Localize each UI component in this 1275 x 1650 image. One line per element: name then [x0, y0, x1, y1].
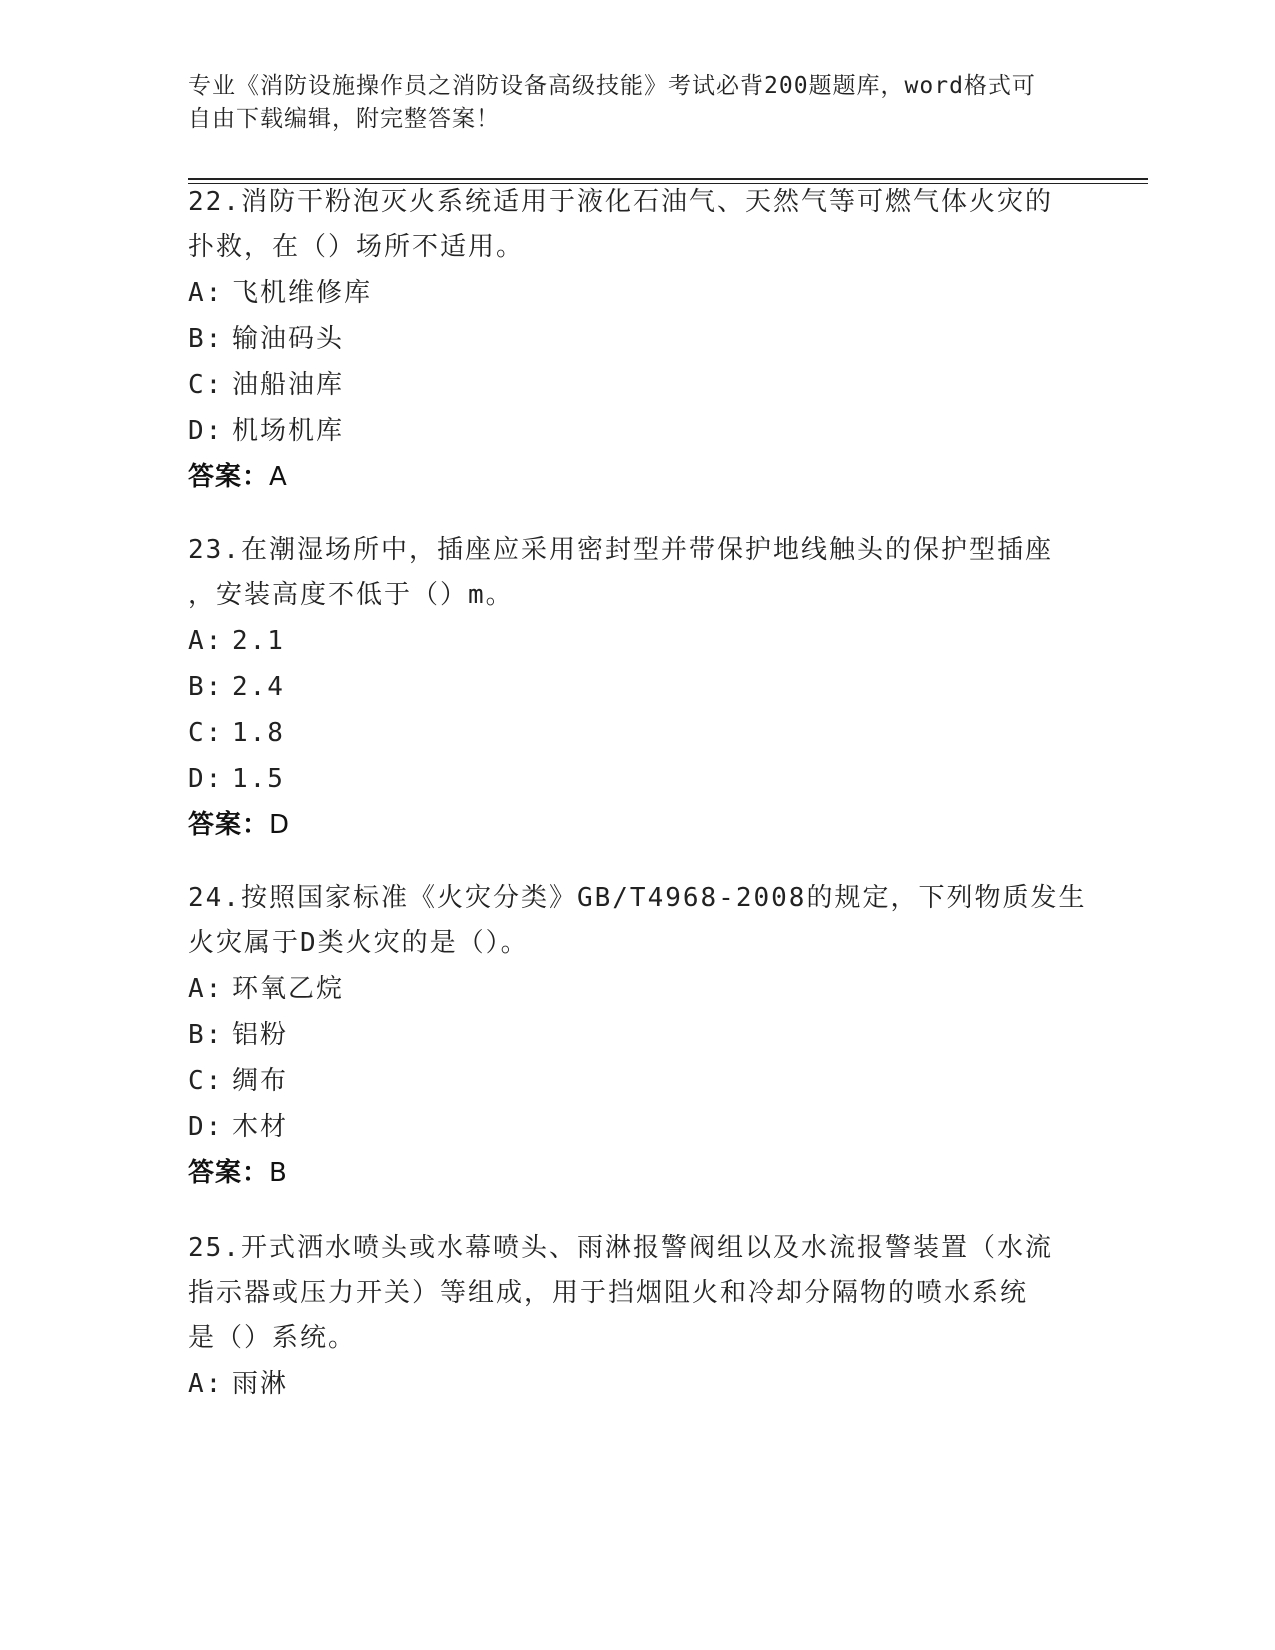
question-text-line: 22.消防干粉泡灭火系统适用于液化石油气、天然气等可燃气体火灾的	[188, 187, 1053, 217]
answer-value: D	[269, 810, 291, 840]
question-22	[188, 180, 1088, 500]
option-b	[188, 316, 1088, 362]
option-letter: A:	[188, 626, 224, 656]
option-b	[188, 664, 1088, 710]
question-text-line: 25.开式洒水喷头或水幕喷头、雨淋报警阀组以及水流报警装置（水流	[188, 1233, 1053, 1263]
option-text: 环氧乙烷	[232, 974, 345, 1004]
question-text-line: 23.在潮湿场所中，插座应采用密封型并带保护地线触头的保护型插座	[188, 535, 1053, 565]
option-a	[188, 618, 1088, 664]
option-b	[188, 1012, 1088, 1058]
option-text: 机场机库	[232, 416, 345, 446]
answer-line	[188, 454, 1088, 500]
question-text-line: ，安装高度不低于（）m。	[188, 580, 514, 610]
option-letter: A:	[188, 278, 224, 308]
option-d	[188, 756, 1088, 802]
option-letter: B:	[188, 1020, 224, 1050]
question-text-line: 是（）系统。	[188, 1323, 357, 1353]
answer-line	[188, 802, 1088, 848]
option-text: 2.4	[232, 672, 285, 702]
question-text-line: 24.按照国家标准《火灾分类》GB/T4968-2008的规定，下列物质发生	[188, 883, 1087, 913]
option-a	[188, 966, 1088, 1012]
option-d	[188, 1104, 1088, 1150]
answer-label: 答案：	[188, 462, 270, 492]
option-text: 输油码头	[232, 324, 345, 354]
option-text: 木材	[232, 1112, 289, 1142]
option-a	[188, 1361, 1088, 1407]
option-a	[188, 270, 1088, 316]
answer-value: B	[269, 1158, 288, 1188]
header-line-2: 自由下载编辑，附完整答案！	[188, 106, 500, 132]
question-25	[188, 1226, 1088, 1407]
question-text-line: 扑救，在（）场所不适用。	[188, 232, 525, 262]
answer-line	[188, 1150, 1088, 1196]
option-letter: C:	[188, 718, 224, 748]
option-text: 雨淋	[232, 1369, 289, 1399]
answer-value: A	[269, 462, 288, 492]
option-text: 1.5	[232, 764, 285, 794]
option-letter: A:	[188, 974, 224, 1004]
option-letter: C:	[188, 370, 224, 400]
question-text-line: 指示器或压力开关）等组成，用于挡烟阻火和冷却分隔物的喷水系统	[188, 1278, 1029, 1308]
option-text: 2.1	[232, 626, 285, 656]
option-text: 油船油库	[232, 370, 345, 400]
option-text: 1.8	[232, 718, 285, 748]
option-letter: D:	[188, 416, 224, 446]
option-letter: D:	[188, 1112, 224, 1142]
option-letter: A:	[188, 1369, 224, 1399]
option-letter: B:	[188, 672, 224, 702]
option-letter: D:	[188, 764, 224, 794]
option-text: 绸布	[232, 1066, 289, 1096]
question-23	[188, 528, 1088, 848]
option-text: 飞机维修库	[232, 278, 373, 308]
answer-label: 答案：	[188, 810, 270, 840]
document-header	[188, 70, 1088, 136]
answer-label: 答案：	[188, 1158, 270, 1188]
question-text-line: 火灾属于D类火灾的是（）。	[188, 928, 529, 958]
option-letter: B:	[188, 324, 224, 354]
option-c	[188, 710, 1088, 756]
header-line-1: 专业《消防设施操作员之消防设备高级技能》考试必背200题题库，word格式可	[188, 73, 1036, 99]
option-c	[188, 362, 1088, 408]
option-c	[188, 1058, 1088, 1104]
option-letter: C:	[188, 1066, 224, 1096]
option-d	[188, 408, 1088, 454]
option-text: 铝粉	[232, 1020, 289, 1050]
question-24	[188, 876, 1088, 1196]
